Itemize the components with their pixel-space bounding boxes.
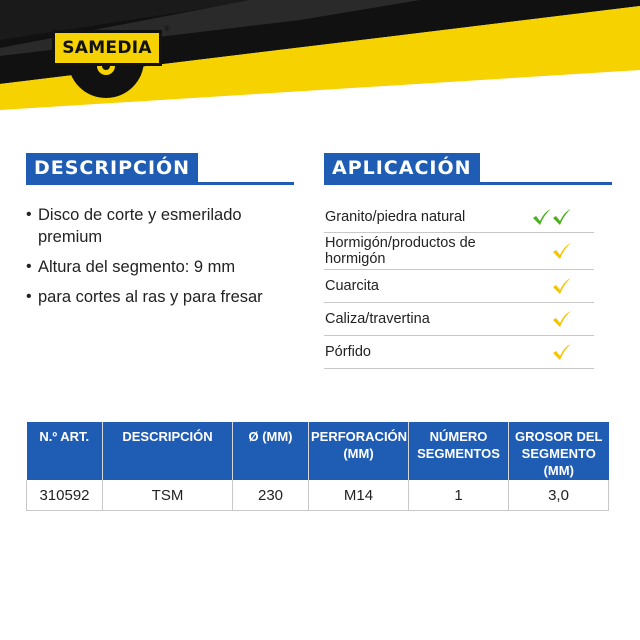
- application-row: [324, 335, 594, 368]
- bullet: •: [26, 258, 32, 275]
- application-rating: [501, 203, 594, 232]
- check-icon: [552, 242, 572, 260]
- check-icon: [532, 208, 552, 226]
- bullet: •: [26, 206, 32, 223]
- application-header: [324, 153, 612, 185]
- application-row: [324, 269, 594, 302]
- application-rating: [501, 302, 594, 335]
- product-table-header-row: [27, 422, 609, 480]
- description-title: DESCRIPCIÓN: [26, 153, 198, 182]
- application-rating: [501, 335, 594, 368]
- saw-blade-icon: [66, 60, 146, 112]
- product-table: [26, 422, 609, 511]
- description-header: [26, 153, 294, 185]
- check-icon: [552, 343, 572, 361]
- application-label: Caliza/travertina: [324, 302, 501, 335]
- bullet: •: [26, 288, 32, 305]
- registered-mark: ®: [164, 24, 170, 33]
- header-description: DESCRIPCIÓN: [103, 422, 233, 480]
- application-row: [324, 232, 594, 269]
- cell-bore: M14: [309, 480, 409, 511]
- check-icon: [552, 208, 572, 226]
- application-label: Cuarcita: [324, 269, 501, 302]
- header-art-number: N.º ART.: [27, 422, 103, 480]
- description-item: [26, 204, 306, 248]
- description-text: Altura del segmento: 9 mm: [38, 258, 236, 276]
- cell-diameter: 230: [233, 480, 309, 511]
- description-list: [26, 204, 306, 316]
- header-banner: [0, 0, 640, 110]
- table-row: [27, 480, 609, 511]
- header-segment-count: NÚMERO SEGMENTOS: [409, 422, 509, 480]
- header-segment-thickness: GROSOR DEL SEGMENTO (MM): [509, 422, 609, 480]
- brand-logo: [52, 30, 162, 66]
- description-item: [26, 286, 306, 308]
- application-row: [324, 302, 594, 335]
- check-icon: [552, 277, 572, 295]
- cell-art-number: 310592: [27, 480, 103, 511]
- header-bore: PERFORACIÓN (MM): [309, 422, 409, 480]
- application-row: [324, 203, 594, 232]
- description-text: para cortes al ras y para fresar: [38, 288, 263, 306]
- application-rating: [501, 269, 594, 302]
- application-label: Hormigón/productos de hormigón: [324, 232, 501, 269]
- cell-segment-thickness: 3,0: [509, 480, 609, 511]
- cell-segment-count: 1: [409, 480, 509, 511]
- check-icon: [552, 310, 572, 328]
- application-table: [324, 203, 594, 369]
- application-rating: [501, 232, 594, 269]
- application-label: Granito/piedra natural: [324, 203, 501, 232]
- cell-description: TSM: [103, 480, 233, 511]
- brand-name: SAMEDIA: [62, 38, 152, 58]
- header-diameter: Ø (MM): [233, 422, 309, 480]
- description-text: Disco de corte y esmerilado premium: [38, 206, 242, 246]
- application-title: APLICACIÓN: [324, 153, 480, 182]
- application-label: Pórfido: [324, 335, 501, 368]
- description-item: [26, 256, 306, 278]
